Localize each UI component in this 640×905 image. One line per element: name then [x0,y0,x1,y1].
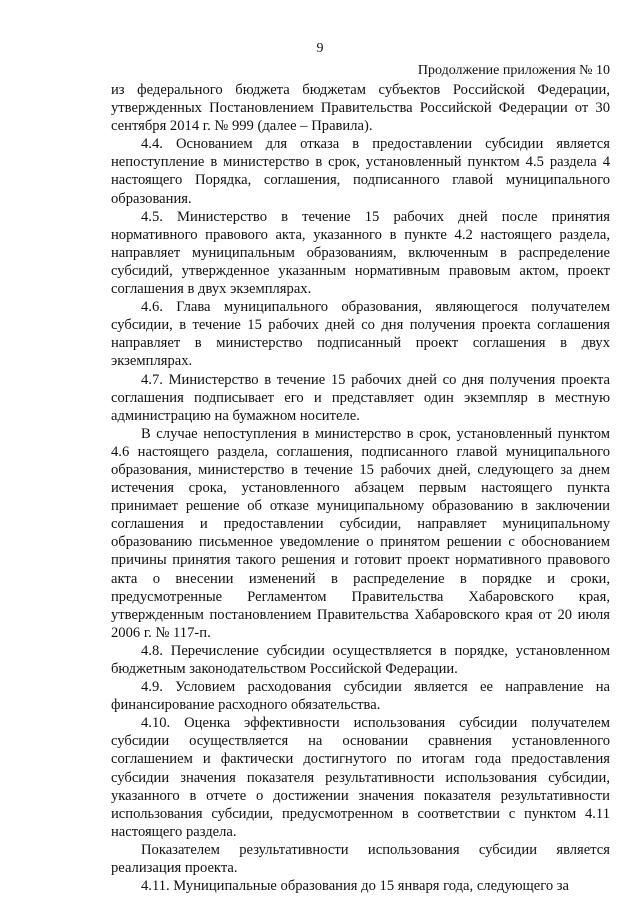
page-number: 9 [316,41,324,56]
paragraph-4-11: 4.11. Муниципальные образования до 15 января года, следующего за [141,878,570,895]
paragraph-4-7-second: В случае непоступления в министерство в срок, установленный пунктом 4.6 настоящего раздела, соглашения, подписанного главой муниципального образования, министерство в течение 15 рабочих дней, следующего за днем истечения срока, установленного абзацем первым настоящего пункта принимает решение об отказе муниципальному образованию в заключении соглашения и предоставлении субсидии, направляет муниципальному образованию письменное уведомление о принятом решении с обоснованием причины принятия такого решения и готовит проект нормативного правового акта о внесении изменений в распределение в порядке и сроки, предусмотренные Регламентом Правительства Хабаровского края, утвержденным постановлением Правительства Хабаровского края от 20 июля 2006 г. № 117-п. [111,425,610,641]
paragraph-4-8: 4.8. Перечисление субсидии осуществляется в порядке, установленном бюджетным законодательством Российской Федерации. [111,642,610,677]
paragraph-continuation: из федерального бюджета бюджетам субъектов Российской Федерации, утвержденных Постановлением Правительства Российской Федерации от 30 сентября 2014 г. № 999 (далее – Правила). [111,82,610,135]
paragraph-4-6: 4.6. Глава муниципального образования, являющегося получателем субсидии, в течение 15 рабочих дней со дня получения проекта соглашения направляет в министерство подписанный проект соглашения в двух экземплярах. [111,299,610,370]
paragraph-4-7: 4.7. Министерство в течение 15 рабочих дней со дня получения проекта соглашения подписывает его и представляет один экземпляр в местную администрацию на бумажном носителе. [111,371,610,424]
paragraph-4-10: 4.10. Оценка эффективности использования субсидии получателем субсидии осуществляется на основании сравнения установленного соглашением и фактически достигнутого по итогам года предоставления субсидии значения показателя результативности использования субсидии, указанного в отчете о достижении значения показателя результативности использования субсидии, предусмотренном в соответствии с пунктом 4.11 настоящего раздела. [111,715,610,840]
document-body [111,81,610,895]
running-header: Продолжение приложения № 10 [417,63,610,78]
paragraph-4-4: 4.4. Основанием для отказа в предоставлении субсидии является непоступление в министерство в срок, установленный пунктом 4.5 раздела 4 настоящего Порядка, соглашения, подписанного главой муниципального образования. [111,136,610,207]
paragraph-4-10-second: Показателем результативности использования субсидии является реализация проекта. [111,841,610,877]
paragraph-4-9: 4.9. Условием расходования субсидии является ее направление на финансирование расходного обязательства. [111,679,610,714]
paragraph-4-5: 4.5. Министерство в течение 15 рабочих дней после принятия нормативного правового акта, указанного в пункте 4.2 настоящего раздела, направляет муниципальным образованиям, включенным в распределение субсидий, утвержденное указанным нормативным правовым актом, проект соглашения в двух экземплярах. [111,208,610,298]
